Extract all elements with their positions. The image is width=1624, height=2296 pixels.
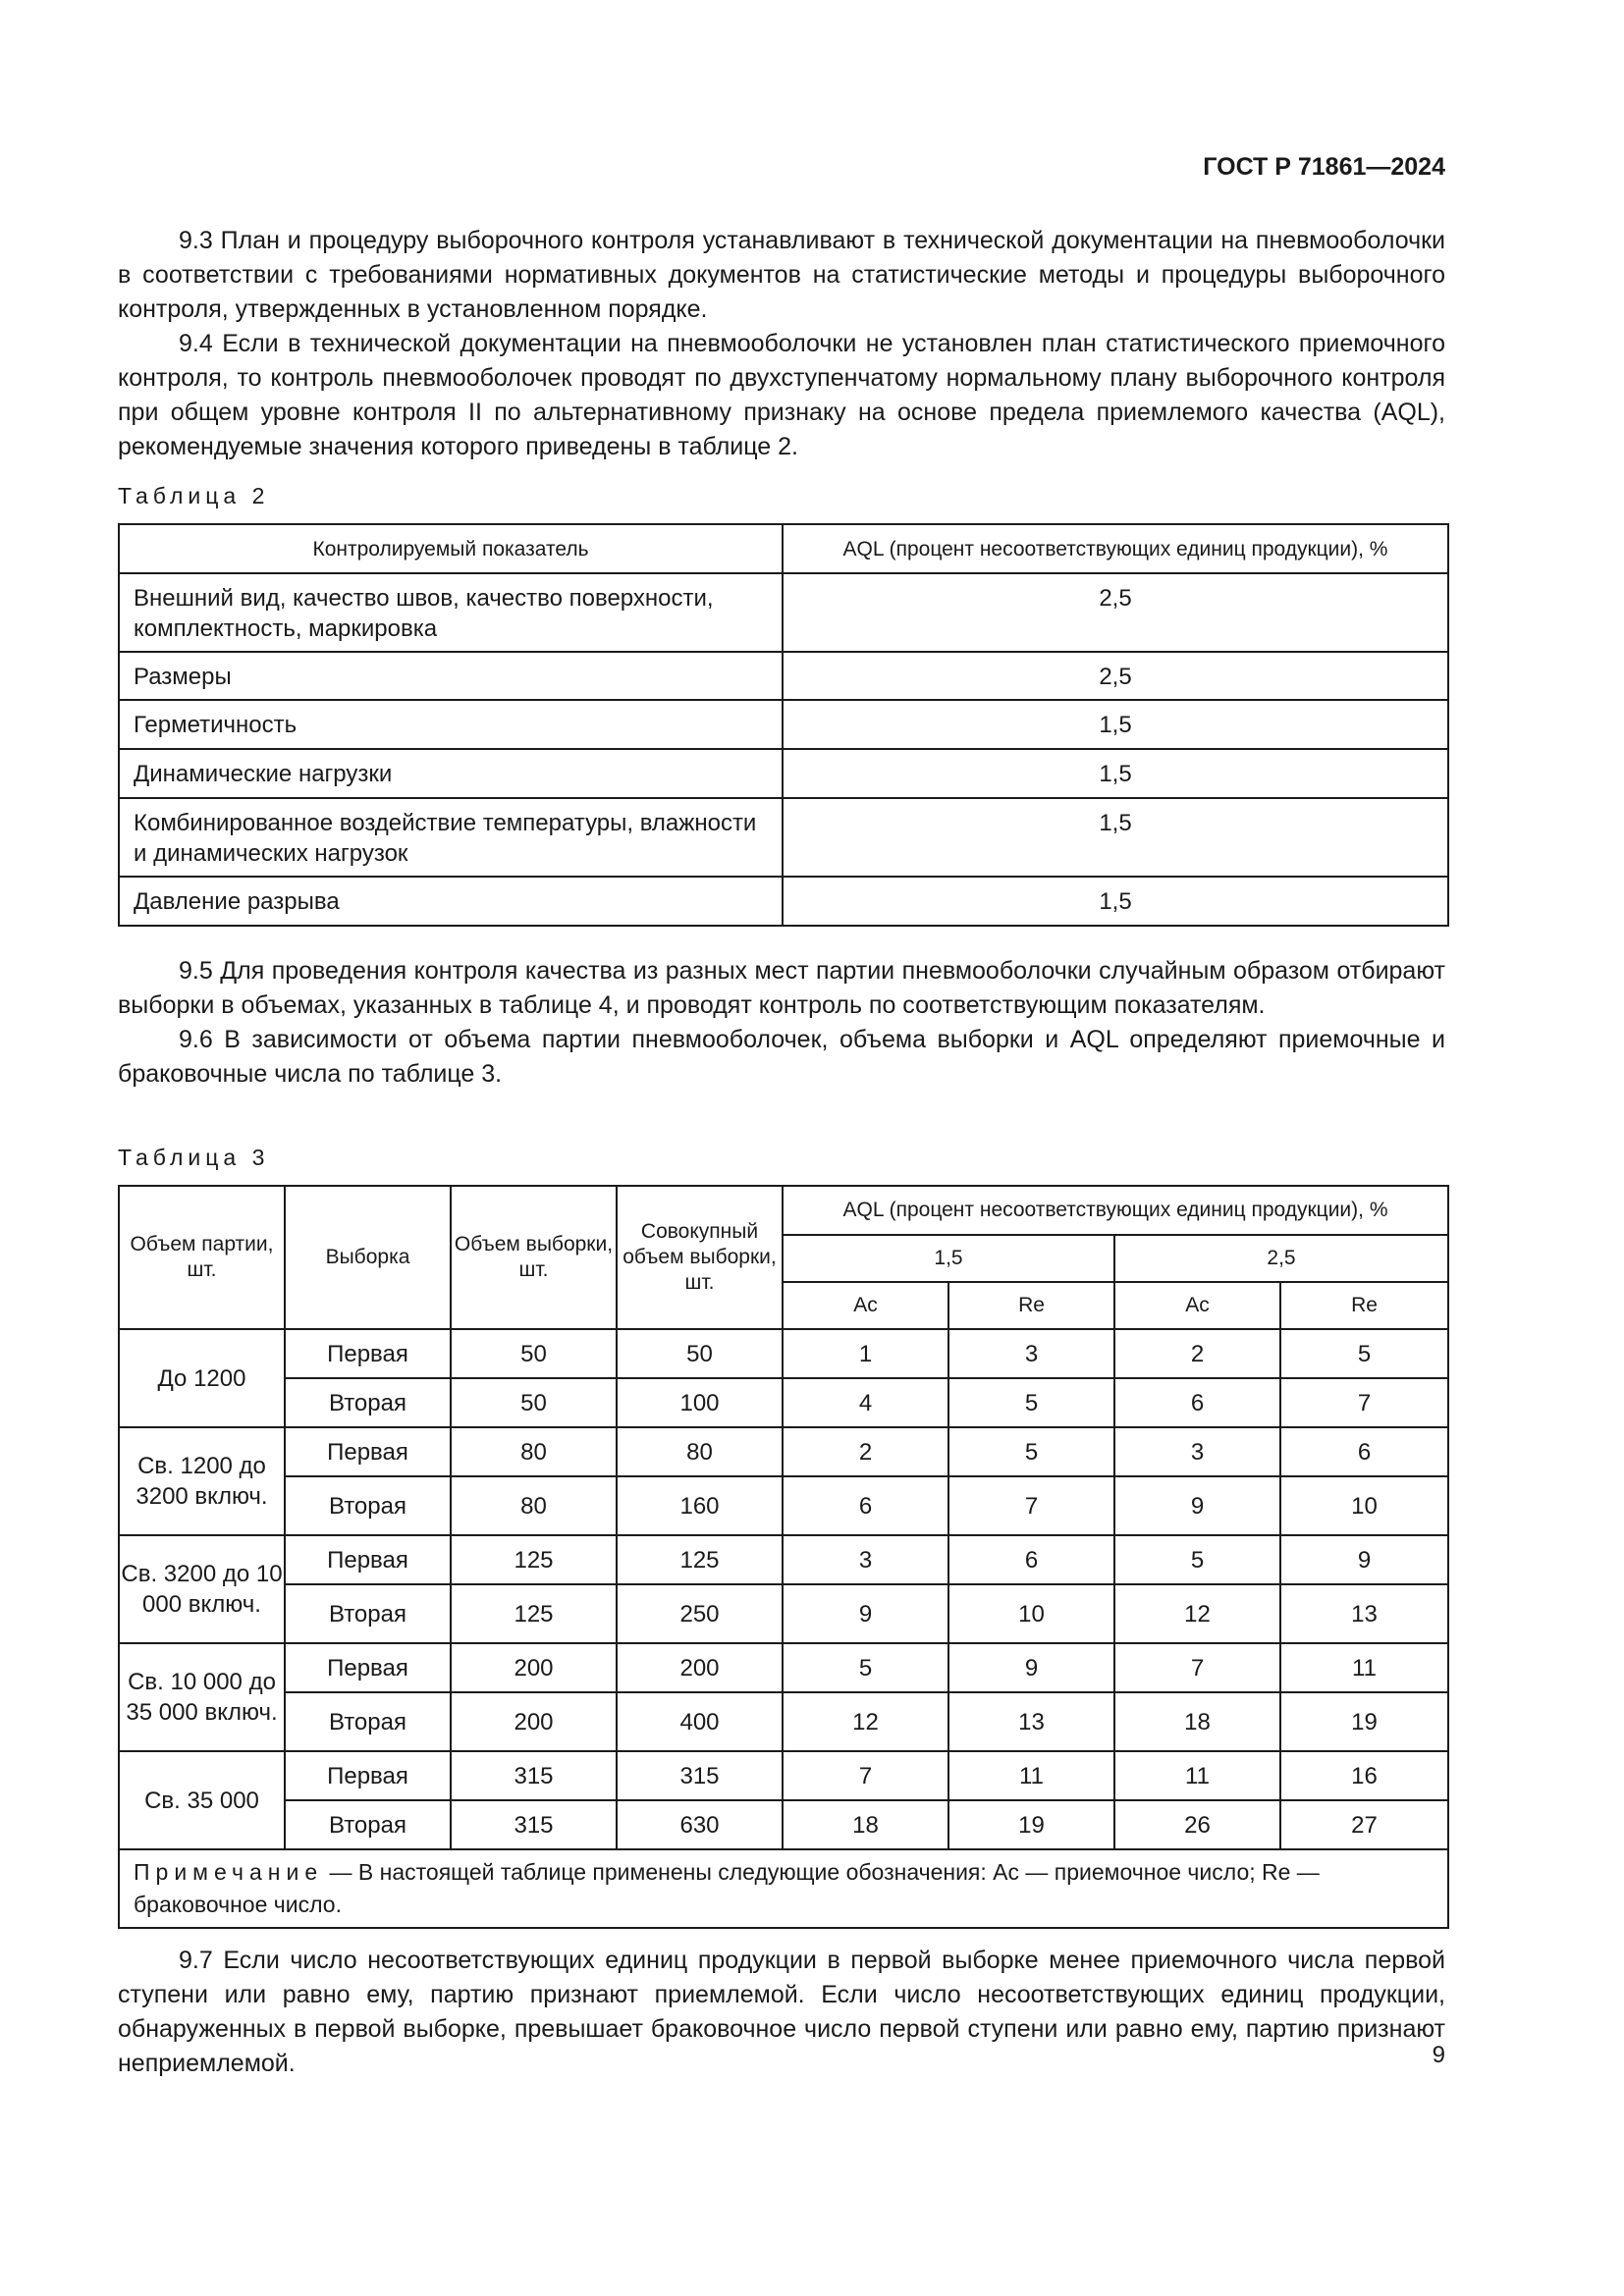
- value-cell: 100: [617, 1378, 783, 1427]
- value-cell: 80: [451, 1476, 617, 1535]
- value-cell: 5: [948, 1427, 1114, 1476]
- value-cell: 13: [1280, 1584, 1448, 1643]
- table-row: [119, 1692, 1448, 1751]
- paragraph-9-3: 9.3 План и процедуру выборочного контроля устанавливают в технической документации на пневмооболочки в соответствии с требованиями нормативных документов на статистические методы и процедуры выборочного контроля, утвержденных в установленном порядке.: [118, 227, 1445, 323]
- aql-cell: 1,5: [783, 700, 1448, 749]
- value-cell: 200: [451, 1643, 617, 1692]
- value-cell: 50: [617, 1329, 783, 1378]
- value-cell: 19: [1280, 1692, 1448, 1751]
- aql-cell: 2,5: [783, 573, 1448, 652]
- note-text: — В настоящей таблице применены следующие обозначения: Ac — приемочное число; Re — браковочное число.: [134, 1859, 1320, 1917]
- header-sample-size: Объем выборки, шт.: [451, 1186, 617, 1329]
- paragraph-9-4: 9.4 Если в технической документации на пневмооболочки не установлен план статистического приемочного контроля, то контроль пневмооболочек проводят по двухступенчатому нормальному плану выборочного контроля при общем уровне контроля II по альтернативному признаку на основе предела приемлемого качества (AQL), рекомендуемые значения которого приведены в таблице 2.: [118, 330, 1445, 460]
- table-row: [119, 1378, 1448, 1427]
- table-row: [119, 798, 1448, 877]
- table3-note: [119, 1849, 1448, 1928]
- value-cell: 3: [1114, 1427, 1280, 1476]
- table3-caption: Таблица 3: [118, 1145, 270, 1170]
- table-3: [118, 1185, 1449, 1929]
- table2-header-indicator: Контролируемый показатель: [119, 524, 783, 573]
- note-label: Примечание: [134, 1859, 324, 1885]
- aql-cell: 2,5: [783, 652, 1448, 700]
- aql-cell: 1,5: [783, 877, 1448, 926]
- value-cell: 250: [617, 1584, 783, 1643]
- value-cell: 1: [783, 1329, 948, 1378]
- lot-cell: До 1200: [119, 1329, 285, 1427]
- value-cell: 5: [1114, 1535, 1280, 1584]
- value-cell: 2: [783, 1427, 948, 1476]
- indicator-cell: Размеры: [119, 652, 783, 700]
- table-row: [119, 1476, 1448, 1535]
- value-cell: 3: [948, 1329, 1114, 1378]
- header-ac: Ac: [1114, 1282, 1280, 1329]
- value-cell: 125: [617, 1535, 783, 1584]
- value-cell: 3: [783, 1535, 948, 1584]
- lot-cell: Св. 35 000: [119, 1751, 285, 1849]
- table-row: [119, 573, 1448, 652]
- indicator-cell: Давление разрыва: [119, 877, 783, 926]
- page-number: 9: [1432, 2042, 1445, 2068]
- table-row: [119, 1800, 1448, 1849]
- table-row: [119, 877, 1448, 926]
- paragraph-9-7: 9.7 Если число несоответствующих единиц продукции в первой выборке менее приемочного числа первой ступени или равно ему, партию признают приемлемой. Если число несоответствующих единиц продукции, обнаруженных в первой выборке, превышает браковочное число первой ступени или равно ему, партию признают неприемлемой.: [118, 1947, 1445, 2077]
- paragraph-9-5: 9.5 Для проведения контроля качества из разных мест партии пневмооболочки случайным образом отбирают выборки в объемах, указанных в таблице 4, и проводят контроль по соответствующим показателям.: [118, 957, 1445, 1019]
- value-cell: 9: [783, 1584, 948, 1643]
- value-cell: 11: [1280, 1643, 1448, 1692]
- header-cumulative-size: Совокупный объем выборки, шт.: [617, 1186, 783, 1329]
- sample-cell: Первая: [285, 1329, 451, 1378]
- value-cell: 200: [617, 1643, 783, 1692]
- header-lot-size: Объем партии, шт.: [119, 1186, 285, 1329]
- value-cell: 125: [451, 1584, 617, 1643]
- value-cell: 50: [451, 1378, 617, 1427]
- aql-cell: 1,5: [783, 749, 1448, 798]
- value-cell: 160: [617, 1476, 783, 1535]
- value-cell: 6: [783, 1476, 948, 1535]
- text-block-top: [118, 224, 1445, 464]
- table-row: [119, 1427, 1448, 1476]
- value-cell: 315: [451, 1800, 617, 1849]
- value-cell: 4: [783, 1378, 948, 1427]
- value-cell: 7: [1280, 1378, 1448, 1427]
- indicator-cell: Комбинированное воздействие температуры, влажности и динамических нагрузок: [119, 798, 783, 877]
- indicator-cell: Динамические нагрузки: [119, 749, 783, 798]
- table-row: [119, 1584, 1448, 1643]
- header-re: Re: [948, 1282, 1114, 1329]
- value-cell: 200: [451, 1692, 617, 1751]
- table2-header-row: [119, 524, 1448, 573]
- value-cell: 11: [948, 1751, 1114, 1800]
- table2-header-aql: AQL (процент несоответствующих единиц продукции), %: [783, 524, 1448, 573]
- sample-cell: Первая: [285, 1751, 451, 1800]
- value-cell: 13: [948, 1692, 1114, 1751]
- table-row: [119, 652, 1448, 700]
- value-cell: 315: [451, 1751, 617, 1800]
- value-cell: 10: [948, 1584, 1114, 1643]
- sample-cell: Вторая: [285, 1476, 451, 1535]
- value-cell: 630: [617, 1800, 783, 1849]
- header-ac: Ac: [783, 1282, 948, 1329]
- table-row: [119, 700, 1448, 749]
- header-aql-2-5: 2,5: [1114, 1235, 1448, 1282]
- table3-note-row: [119, 1849, 1448, 1928]
- value-cell: 9: [1114, 1476, 1280, 1535]
- sample-cell: Первая: [285, 1535, 451, 1584]
- table3-header-row: [119, 1186, 1448, 1235]
- value-cell: 10: [1280, 1476, 1448, 1535]
- lot-cell: Св. 3200 до 10 000 включ.: [119, 1535, 285, 1643]
- sample-cell: Первая: [285, 1427, 451, 1476]
- sample-cell: Вторая: [285, 1584, 451, 1643]
- value-cell: 6: [1280, 1427, 1448, 1476]
- indicator-cell: Внешний вид, качество швов, качество поверхности, комплектность, маркировка: [119, 573, 783, 652]
- sample-cell: Вторая: [285, 1378, 451, 1427]
- value-cell: 9: [948, 1643, 1114, 1692]
- aql-cell: 1,5: [783, 798, 1448, 877]
- table-row: [119, 1643, 1448, 1692]
- value-cell: 400: [617, 1692, 783, 1751]
- header-aql: AQL (процент несоответствующих единиц продукции), %: [783, 1186, 1448, 1235]
- value-cell: 7: [948, 1476, 1114, 1535]
- value-cell: 125: [451, 1535, 617, 1584]
- table-row: [119, 1329, 1448, 1378]
- value-cell: 5: [948, 1378, 1114, 1427]
- sample-cell: Вторая: [285, 1692, 451, 1751]
- text-block-bottom: [118, 1944, 1445, 2081]
- indicator-cell: Герметичность: [119, 700, 783, 749]
- sample-cell: Первая: [285, 1643, 451, 1692]
- value-cell: 16: [1280, 1751, 1448, 1800]
- table-2: [118, 523, 1449, 927]
- value-cell: 6: [948, 1535, 1114, 1584]
- lot-cell: Св. 1200 до 3200 включ.: [119, 1427, 285, 1535]
- table2-caption: Таблица 2: [118, 483, 270, 508]
- value-cell: 11: [1114, 1751, 1280, 1800]
- value-cell: 80: [617, 1427, 783, 1476]
- value-cell: 5: [1280, 1329, 1448, 1378]
- header-aql-1-5: 1,5: [783, 1235, 1114, 1282]
- value-cell: 18: [1114, 1692, 1280, 1751]
- sample-cell: Вторая: [285, 1800, 451, 1849]
- value-cell: 315: [617, 1751, 783, 1800]
- header-re: Re: [1280, 1282, 1448, 1329]
- value-cell: 2: [1114, 1329, 1280, 1378]
- standard-code: ГОСТ Р 71861—2024: [1203, 153, 1445, 181]
- value-cell: 12: [783, 1692, 948, 1751]
- value-cell: 7: [783, 1751, 948, 1800]
- table-row: [119, 1535, 1448, 1584]
- table-row: [119, 1751, 1448, 1800]
- value-cell: 27: [1280, 1800, 1448, 1849]
- text-block-middle: [118, 954, 1445, 1092]
- value-cell: 18: [783, 1800, 948, 1849]
- value-cell: 19: [948, 1800, 1114, 1849]
- paragraph-9-6: 9.6 В зависимости от объема партии пневмооболочек, объема выборки и AQL определяют приемочные и браковочные числа по таблице 3.: [118, 1026, 1445, 1088]
- value-cell: 12: [1114, 1584, 1280, 1643]
- value-cell: 7: [1114, 1643, 1280, 1692]
- value-cell: 26: [1114, 1800, 1280, 1849]
- table-row: [119, 749, 1448, 798]
- value-cell: 5: [783, 1643, 948, 1692]
- value-cell: 50: [451, 1329, 617, 1378]
- value-cell: 9: [1280, 1535, 1448, 1584]
- lot-cell: Св. 10 000 до 35 000 включ.: [119, 1643, 285, 1751]
- value-cell: 80: [451, 1427, 617, 1476]
- header-sample: Выборка: [285, 1186, 451, 1329]
- value-cell: 6: [1114, 1378, 1280, 1427]
